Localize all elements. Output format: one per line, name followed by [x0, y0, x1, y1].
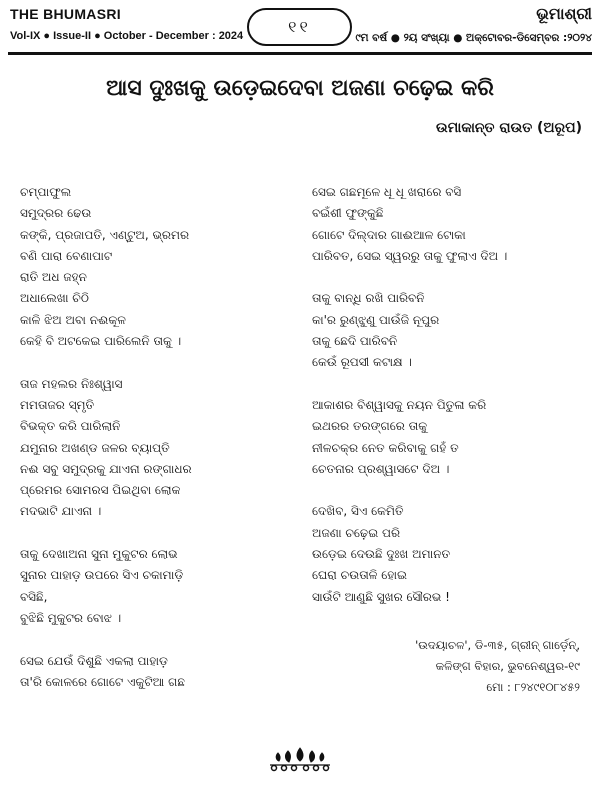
poem-line: ତା'ରି କୋଳରେ ଗୋଟେ ଏକୁଟିଆ ଗଛ: [20, 674, 185, 689]
header-left: [10, 6, 243, 42]
poem-line: ସମୁଦ୍ରର ଢେଉ: [20, 206, 92, 221]
poem-line: ଯମୁନାର ଅଖଣ୍ଡ ଜଳର ବ୍ୟାପ୍ତି: [20, 440, 170, 455]
poem-line: ନଈ ସବୁ ସମୁଦ୍ରକୁ ଯାଏନା ରଙ୍ଗାଧର: [20, 461, 192, 476]
poem-line: ଆକାଶର ବିଶ୍ୱାସକୁ ନୟନ ପିତୁଳା କରି: [312, 397, 487, 412]
poem-line: ନୀଳଚକ୍ର ନେତ କରିବାକୁ ଗହଁ ତ: [312, 440, 459, 455]
poem-line: ତାକୁ ଦେଖାଅନା ସୁନା ମୁକୁଟର ଲୋଭ: [20, 547, 178, 562]
poem-line: ଘେରା ଚଉତାଳି ହୋଇ: [312, 568, 407, 583]
phone-number: ମୋ : ୮୨୪୯୧୦୮୪୫୨: [486, 680, 580, 694]
stanza-gap: [20, 352, 290, 373]
poem-column-left: [20, 182, 290, 693]
journal-logo: ଭୂମାଶ୍ରୀ: [536, 4, 592, 23]
poem-author: ଉମାକାନ୍ତ ରାଉତ (ଅରୂପ): [436, 120, 582, 136]
poem-title: ଆସ ଦୁଃଖକୁ ଉଡ଼େଇଦେବା ଅଜଣା ଚଢ଼େଇ କରି: [106, 76, 494, 101]
poem-line: ତାକୁ ବାନ୍ଧି ରଖି ପାରିବନି: [312, 291, 425, 306]
poem-line: କଙ୍କି, ପ୍ରଜାପତି, ଏଣ୍ଟୁଅ, ଭ୍ରମର: [20, 227, 190, 242]
address-line-1: 'ଉଦୟାଚଳ', ଡି-୩୫, ଗ୍ରୀନ୍ ଗାର୍ଡ଼େନ୍,: [415, 638, 580, 652]
stanza-gap: [312, 267, 592, 288]
poem-line: ମଦଭାଟି ଯାଏନା ।: [20, 504, 102, 519]
poem-line: ଗୋଟେ ଦିଲ୍‌ଦାର ଗାଈଆଳ ଟୋକା: [312, 227, 466, 242]
poem-line: ମମତାଜର ସ୍ମୃତି: [20, 397, 95, 412]
odia-issue-line: ୯ମ ବର୍ଷ ● ୨ୟ ସଂଖ୍ୟା ● ଅକ୍ଟୋବର-ଡିସେମ୍ବର :୨୦୨୪: [355, 32, 592, 44]
poem-line: ସେଇ ଗଛମୂଳେ ଧୂ ଧୂ ଖରାରେ ବସି: [312, 185, 462, 199]
poem-line: ବଇଁଶୀ ଫୁଙ୍କୁଛି: [312, 206, 384, 221]
header-right: [355, 4, 592, 45]
page-number: ୧୧: [247, 8, 352, 46]
poem-line: କେହି ବି ଅଟକେଇ ପାରିଲେନି ତାକୁ ।: [20, 334, 182, 349]
poem-line: ପ୍ରେମର ସୋମରସ ପିଇଥିବା ଲୋକ: [20, 483, 181, 498]
poem-line: ତାକୁ ଛେଦି ପାରିବନି: [312, 334, 398, 349]
poem-line: କେଉଁ ରୂପସୀ କଟାକ୍ଷ ।: [312, 355, 412, 370]
stanza-gap: [20, 523, 290, 544]
poem-line: ତାଜ ମହଲର ନିଃଶ୍ୱାସ: [20, 376, 123, 391]
poem-line: ଇଥରର ତରଙ୍ଗରେ ତାକୁ: [312, 419, 428, 434]
poem-line: ଅଧାଲେଖା ଚିଠି: [20, 291, 89, 306]
stanza-gap: [312, 480, 592, 501]
poem-line: ବଣି ପାରା ବେଣାପାଟ: [20, 248, 113, 263]
poem-line: ବସିଛି,: [20, 589, 48, 604]
poem-line: ସେଇ ଯେଉଁ ଦିଶୁଛି ଏକଲା ପାହାଡ଼: [20, 653, 168, 668]
poem-line: ରାତି ଅଧ ଜହ୍ନ: [20, 270, 87, 285]
poem-line: ପାରିବତ, ସେଇ ସ୍ୱରରୁ ତାକୁ ଫୁଲାଏ ଦିଅ ।: [312, 248, 508, 263]
address-line-2: କଳିଙ୍ଗ ବିହାର, ଭୁବନେଶ୍ୱର-୧୯: [435, 659, 580, 673]
header-rule: [8, 52, 592, 55]
poem-line: ଉଡ଼େଇ ଦେଉଛି ଦୁଃଖ ଅମାନତ: [312, 547, 451, 562]
poem-line: ସୁନାର ପାହାଡ଼ ଉପରେ ସିଏ ଚକାମାଡ଼ି: [20, 568, 184, 583]
poem-column-right: [312, 182, 592, 608]
publication-name: THE BHUMASRI: [10, 6, 121, 22]
poem-line: କା'ର ରୁଣ୍ଝୁଣୁ ପାଉଁଜି ନୂପୁର: [312, 312, 440, 327]
poem-line: ସାଉଁଟି ଆଣୁଛି ସୁଖର ସୌରଭ !: [312, 589, 450, 604]
stanza-gap: [312, 374, 592, 395]
poem-line: ବିଭକ୍ତ କରି ପାରିଲାନି: [20, 419, 121, 434]
author-signature: [415, 635, 580, 698]
poem-line: ଅଜଣା ଚଢ଼େଇ ପରି: [312, 525, 401, 540]
floral-ornament-icon: [266, 744, 334, 774]
poem-line: ଚେତନାର ପ୍ରଶ୍ୱାସଟେ ଦିଅ ।: [312, 461, 450, 476]
poem-line: କାଳି ଝିଅ ଅବା ନଈକୂଳ: [20, 312, 126, 327]
poem-line: ଦେଖିବ, ସିଏ କେମିତି: [312, 504, 404, 519]
poem-line: ବୁଝିଛି ମୁକୁଟର ବୋଝ ।: [20, 610, 122, 625]
issue-line: Vol-IX ● Issue-II ● October - December : 2024: [10, 30, 244, 42]
poem-line: ଚମ୍ପାଫୁଲ: [20, 185, 72, 199]
stanza-gap: [20, 629, 290, 650]
